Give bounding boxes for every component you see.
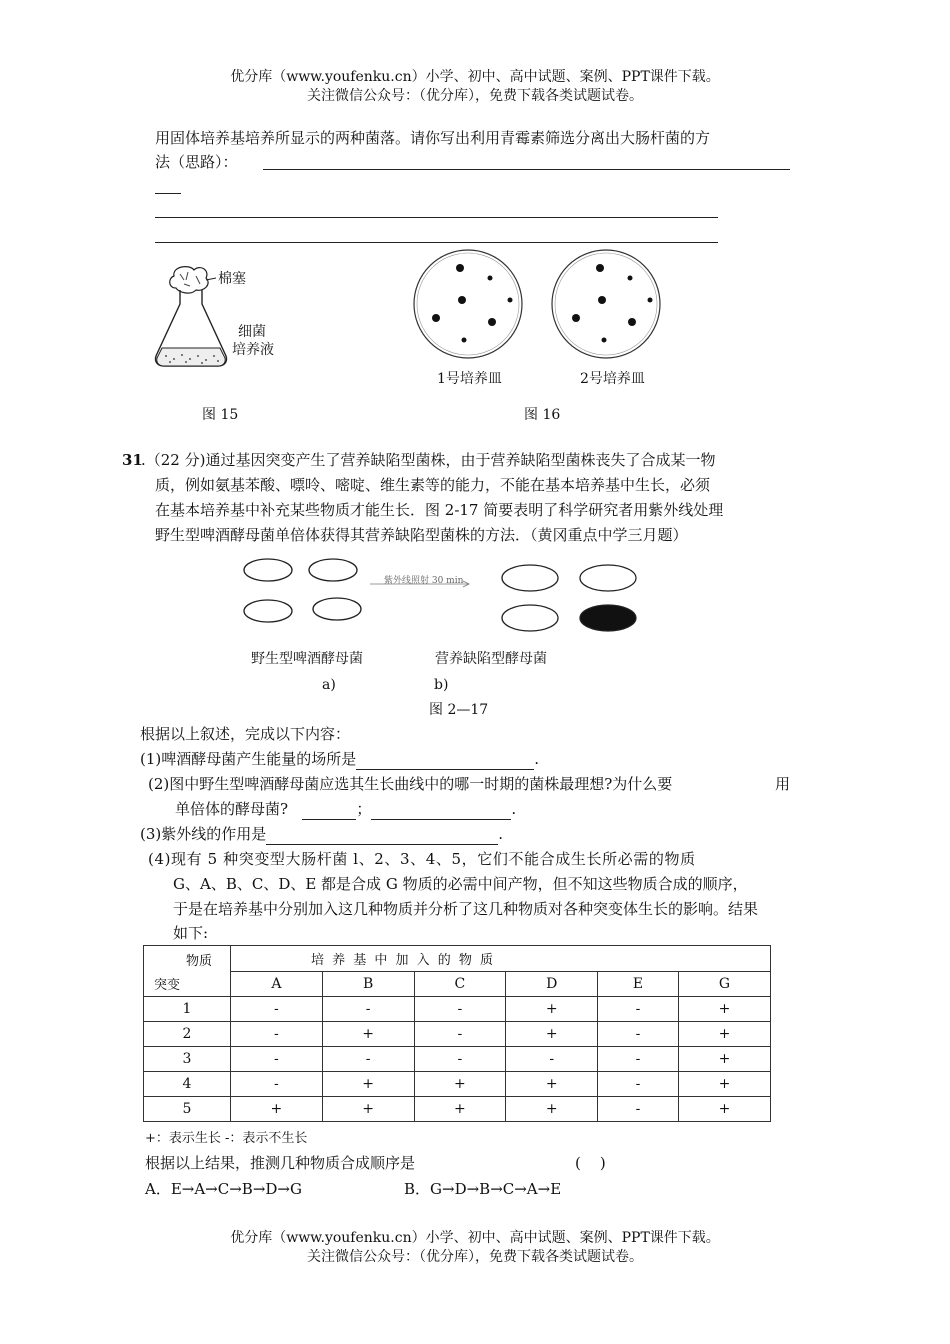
q30-text-line-2: 法（思路）：	[155, 153, 238, 171]
answer-line	[155, 242, 718, 243]
q31-sub2-tail: 用	[775, 775, 791, 793]
table-cell: +	[506, 1022, 598, 1047]
header-line-2: 关注微信公众号：（优分库），免费下载各类试题试卷。	[307, 88, 643, 104]
mutant-colony	[580, 565, 636, 591]
row-id: 5	[144, 1097, 231, 1122]
table-cell: +	[679, 997, 771, 1022]
table-cell: -	[598, 1097, 679, 1122]
column-header: C	[414, 971, 506, 997]
answer-paren: ( )	[575, 1154, 606, 1172]
option-b: B．G→D→B→C→A→E	[404, 1180, 562, 1198]
mutant-colony-dark	[580, 605, 636, 631]
q31-sub1: (1)啤酒酵母菌产生能量的场所是 .	[140, 750, 540, 768]
table-cell: -	[231, 1022, 323, 1047]
label-sub-b: b)	[434, 677, 449, 693]
table-cell: -	[414, 997, 506, 1022]
q31-question: 根据以上结果，推测几种物质合成顺序是	[145, 1154, 416, 1172]
table-cell: +	[414, 1072, 506, 1097]
answer-line	[155, 217, 718, 218]
q31-number: 31	[122, 451, 143, 469]
table-cell: -	[598, 1072, 679, 1097]
petri-dish-1	[414, 250, 522, 358]
q31-sub1-text: (1)啤酒酵母菌产生能量的场所是	[140, 750, 357, 768]
table-cell: +	[322, 1022, 414, 1047]
cotton-plug-shape	[170, 267, 208, 293]
row-id: 2	[144, 1022, 231, 1047]
table-row	[144, 1097, 771, 1122]
table-header-row	[144, 946, 771, 972]
table-cell: -	[506, 1047, 598, 1072]
table-cell: -	[598, 1022, 679, 1047]
wild-colony	[309, 559, 357, 581]
answer-blank[interactable]	[371, 801, 511, 820]
corner-bottom-label: 突变	[154, 978, 181, 993]
table-cell: -	[322, 997, 414, 1022]
table-cell: +	[679, 1072, 771, 1097]
table-cell: +	[322, 1097, 414, 1122]
q31-intro-line-3: 在基本培养基中补充某些物质才能生长．图 2-17 简要表明了科学研究者用紫外线处理	[155, 501, 724, 519]
label-cotton: 棉塞	[218, 271, 246, 287]
table-row	[144, 1022, 771, 1047]
option-a: A．E→A→C→B→D→G	[145, 1180, 302, 1198]
q31-sub4-line-2: G、A、B、C、D、E 都是合成 G 物质的必需中间产物，但不知这些物质合成的顺序，	[173, 875, 748, 893]
fig15-caption: 图 15	[202, 407, 239, 423]
corner-top-label: 物质	[186, 954, 213, 969]
petri-dishes-figure	[410, 248, 670, 363]
q31-intro-line-4: 野生型啤酒酵母菌单倍体获得其营养缺陷型菌株的方法．（黄冈重点中学三月题）	[155, 526, 688, 544]
table-cell: +	[231, 1097, 323, 1122]
table-cell: -	[598, 1047, 679, 1072]
label-medium: 培养液	[232, 342, 274, 358]
label-wild-yeast: 野生型啤酒酵母菌	[251, 651, 363, 667]
label-mutant-yeast: 营养缺陷型酵母菌	[435, 651, 547, 667]
fig16-caption: 图 16	[524, 407, 561, 423]
table-cell: +	[322, 1072, 414, 1097]
answer-blank[interactable]	[266, 826, 498, 845]
q31-intro-line-1: .（22 分)通过基因突变产生了营养缺陷型菌株，由于营养缺陷型菌株丧失了合成某一物	[141, 451, 716, 469]
table-cell: +	[679, 1097, 771, 1122]
table-column-row	[144, 971, 771, 997]
table-cell: +	[506, 1097, 598, 1122]
mutant-colony	[502, 565, 558, 591]
results-table	[143, 945, 771, 1122]
q31-sub4-line-1: (4)现有 5 种突变型大肠杆菌 l、2、3、4、5，它们不能合成生长所必需的物质	[148, 850, 696, 868]
answer-line	[263, 169, 790, 170]
table-corner-cell	[144, 946, 231, 997]
row-id: 3	[144, 1047, 231, 1072]
culture-liquid-shape	[157, 348, 225, 366]
table-cell: +	[679, 1022, 771, 1047]
table-cell: -	[414, 1022, 506, 1047]
column-header: D	[506, 971, 598, 997]
q31-sub3-text: (3)紫外线的作用是	[140, 825, 267, 843]
wild-colony	[244, 559, 292, 581]
q31-sub2-line-2: 单倍体的酵母菌? ； .	[175, 800, 517, 818]
column-header: B	[322, 971, 414, 997]
table-cell: +	[679, 1047, 771, 1072]
row-id: 4	[144, 1072, 231, 1097]
table-legend: +：表示生长 -：表示不生长	[145, 1131, 308, 1146]
label-dish-1: 1号培养皿	[437, 371, 502, 387]
header-line-1: 优分库（www.youfenku.cn）小学、初中、高中试题、案例、PPT课件下载。	[230, 69, 720, 85]
table-cell: -	[231, 1072, 323, 1097]
label-dish-2: 2号培养皿	[580, 371, 645, 387]
label-bacteria: 细菌	[238, 324, 266, 340]
mutant-colony	[502, 605, 558, 631]
yeast-figure	[240, 556, 650, 636]
answer-blank[interactable]	[302, 801, 356, 820]
table-cell: -	[231, 1047, 323, 1072]
column-header: A	[231, 971, 323, 997]
wild-colony	[313, 598, 361, 620]
table-cell: -	[414, 1047, 506, 1072]
table-row	[144, 1047, 771, 1072]
column-header: E	[598, 971, 679, 997]
uv-arrow-label: 紫外线照射 30 min	[384, 576, 464, 586]
q31-sub2-line-1: (2)图中野生型啤酒酵母菌应选其生长曲线中的哪一时期的菌株最理想?为什么要	[148, 775, 673, 793]
table-cell: -	[322, 1047, 414, 1072]
table-cell: +	[506, 997, 598, 1022]
table-cell: -	[231, 997, 323, 1022]
column-header: G	[679, 971, 771, 997]
q31-intro-line-2: 质，例如氨基苯酸、嘌呤、嘧啶、维生素等的能力，不能在基本培养基中生长，必须	[155, 476, 711, 494]
q31-sub2-text: 单倍体的酵母菌?	[175, 800, 289, 818]
table-row	[144, 997, 771, 1022]
table-cell: +	[506, 1072, 598, 1097]
table-row	[144, 1072, 771, 1097]
table-cell: -	[598, 997, 679, 1022]
footer-line-2: 关注微信公众号：（优分库），免费下载各类试题试卷。	[307, 1249, 643, 1265]
table-cell: +	[414, 1097, 506, 1122]
row-id: 1	[144, 997, 231, 1022]
petri-dish-2	[552, 250, 660, 358]
q31-sub3: (3)紫外线的作用是 .	[140, 825, 504, 843]
answer-line	[155, 193, 181, 194]
q30-text-line-1: 用固体培养基培养所显示的两种菌落。请你写出利用青霉素筛选分离出大肠杆菌的方	[155, 129, 711, 147]
answer-blank[interactable]	[356, 751, 534, 770]
fig217-caption: 图 2—17	[429, 702, 489, 718]
q31-prompt: 根据以上叙述，完成以下内容：	[140, 725, 351, 743]
label-sub-a: a)	[322, 677, 336, 693]
q31-sub4-line-3: 于是在培养基中分别加入这几种物质并分析了这几种物质对各种突变体生长的影响。结果	[173, 900, 759, 918]
wild-colony	[244, 600, 292, 622]
q31-sub4-line-4: 如下:	[173, 924, 209, 942]
group-header: 培 养 基 中 加 入 的 物 质	[231, 946, 771, 972]
footer-line-1: 优分库（www.youfenku.cn）小学、初中、高中试题、案例、PPT课件下载。	[230, 1230, 720, 1246]
